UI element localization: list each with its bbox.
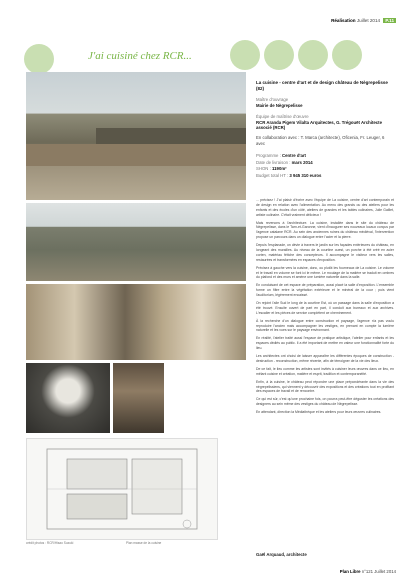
programme-label: Programme : xyxy=(256,152,281,158)
programme-row xyxy=(256,153,392,159)
team-label: Équipe de maîtrise d'œuvre xyxy=(256,113,309,119)
issue-number: n°121 xyxy=(361,569,374,574)
decorative-circle xyxy=(24,44,54,74)
paragraph: Ce qui est sûr, c'est qu'une prochaine fois, on pourra peut-être déguster les créations des designers au sein même des vestiges du château de Nègrepelisse. xyxy=(256,397,394,407)
publication-name: Plan Libre xyxy=(339,569,361,574)
delivery-label: Date de livraison : xyxy=(256,159,291,165)
budget-row xyxy=(256,173,392,179)
article-body xyxy=(256,198,394,418)
client-value: Mairie de Nègrepelisse xyxy=(256,102,303,108)
shon-label: SHON : xyxy=(256,166,271,172)
page-header xyxy=(331,18,396,23)
section-label: Réalisation xyxy=(331,18,356,23)
budget-value: 3 945 310 euros xyxy=(289,173,322,179)
team-value: RCR Aranda Pigem Vilalta Arquitectes, G. Trégouët Architecte associé (RCR) xyxy=(256,119,382,131)
photo-courtyard xyxy=(26,203,246,281)
photo-interior xyxy=(26,284,246,360)
delivery-row xyxy=(256,160,392,166)
paragraph: ... précisez ! J'ai plaisir d'écrire avec l'équipe de La cuisine, centre d'art contemporain et de design en relation avec l'alimentation. Au menu des grands ou des ateliers pour les enfants et des écoles d'un côté, ateliers de grandes et les tables culinaires, Julie Gaillet, artiste culinaire. C'était vraiment délicieux ! xyxy=(256,198,394,217)
site-plan-drawing xyxy=(27,439,217,539)
shon-row xyxy=(256,166,392,172)
delivery-value: mars 2014 xyxy=(291,159,313,165)
client-label: Maître d'ouvrage xyxy=(256,97,289,103)
paragraph: À la recherche d'un dialogue entre construction et paysage, l'agence n'a pas voulu reproduire l'ancien mais accompagner les vestiges, en prenant en compte la lumière naturelle et les vues sur le paysage environnant. xyxy=(256,318,394,333)
paragraph: Mais revenons à l'architecture. La cuisine, installée dans le site du château de Nègrepelisse, dans le Tarn-et-Garonne, vient d'inaugurer ses nouveaux locaux conçus par l'agence catalane RCR. Au sein des anciennes ruines du château médiéval, l'intervention propose un parcours dans un dialogue entre l'acier et la pierre. xyxy=(256,220,394,240)
author-signature: Gaël Arquaud, architecte xyxy=(256,552,307,557)
article-title: J'ai cuisiné chez RCR... xyxy=(88,50,192,62)
budget-label: Budget total HT : xyxy=(256,173,289,179)
header-date: Juillet 2014 xyxy=(356,18,381,23)
paragraph: Précisez à gauche vers la cuisine, donc, ou plutôt les fourneaux de La cuisine. Le volume et le travail en volume se font ici le même. Le moulage de la matière se traduit en ombres du plafond et des murs et amène une lumière naturelle dans la salle. xyxy=(256,265,394,280)
project-info xyxy=(256,80,392,179)
paragraph: En réalité, l'atelier traité aussi l'espace de pratique artistique, l'atelier pour enfants et les espaces dédiés au public. Il a été important de mettre en valeur une fonctionnalité forte du lieu. xyxy=(256,336,394,351)
programme-value: Centre d'art xyxy=(282,152,306,158)
photo-library xyxy=(26,363,110,433)
shon-value: 1190m² xyxy=(272,166,287,172)
photo-exterior xyxy=(26,72,246,200)
photo-credit: crédit photos : RCR/Hisao Suzuki xyxy=(26,541,74,545)
footer-date: Juillet 2014 xyxy=(374,569,396,574)
paragraph: Les architectes ont choisi de laisser apparaître les différentes époques de construction - destruction - reconstruction, même récente, afin de témoigner de la vie des lieux. xyxy=(256,354,394,363)
site-plan xyxy=(26,438,218,540)
paragraph: En attendant, direction la Médiathèque et les ateliers pour leurs œuvres culinaires. xyxy=(256,410,382,415)
photo-detail xyxy=(113,363,164,433)
plan-caption: Plan masse de la cuisine xyxy=(126,541,162,545)
project-name: La cuisine - centre d'art et de design château de Nègrepelisse (82) xyxy=(256,80,388,92)
collab-text: En collaboration avec : T. Marca (architecte), Oficenia, Fr. Leuger, 6 avec xyxy=(256,135,385,146)
paragraph: On rejoint l'aile Sud le long de la courtine Est, où un passage dans la salle d'exposition a été trouvé. Ensuite ouvert de part en part, il conduit aux bureaux et aux archives. L'escalier et les pièces de service complètent ce cheminement. xyxy=(256,301,394,315)
page-badge: P.11 xyxy=(385,18,394,23)
paragraph: De ce fait, le lieu comme les artistes sont invités à cuisiner leurs œuvres dans ce lieu, en mêlant cuisine et création, matière et esprit, tradition et contemporanéité. xyxy=(256,366,394,376)
paragraph: En conduisant de cet espace de préparation, aussi placé la salle d'exposition. L'ensemble forme un filtre entre la végétation extérieure et le minéral de la cour ; puis vient l'auditorium, légèrement encaissé. xyxy=(256,283,394,298)
page-footer xyxy=(340,569,396,574)
paragraph: Depuis l'esplanade, on dévie à travers le jardin sur les façades extérieures du château, en longeant des murailles. Au niveau de la courtine ouest, un porche à été créé en acier corten, matériau fétiche des concepteurs. Il accompagne le visiteur vers les salles, restaurées et transformées en espaces d'exposition. xyxy=(256,243,394,262)
paragraph: Enfin, à la cuisine, le château peut répondre une place prépondérante dans la vie des nègrepelissiens, qui viennent y découvrir des expositions et des créations tout en profitant des espaces de travail et de rencontre. xyxy=(256,379,394,394)
